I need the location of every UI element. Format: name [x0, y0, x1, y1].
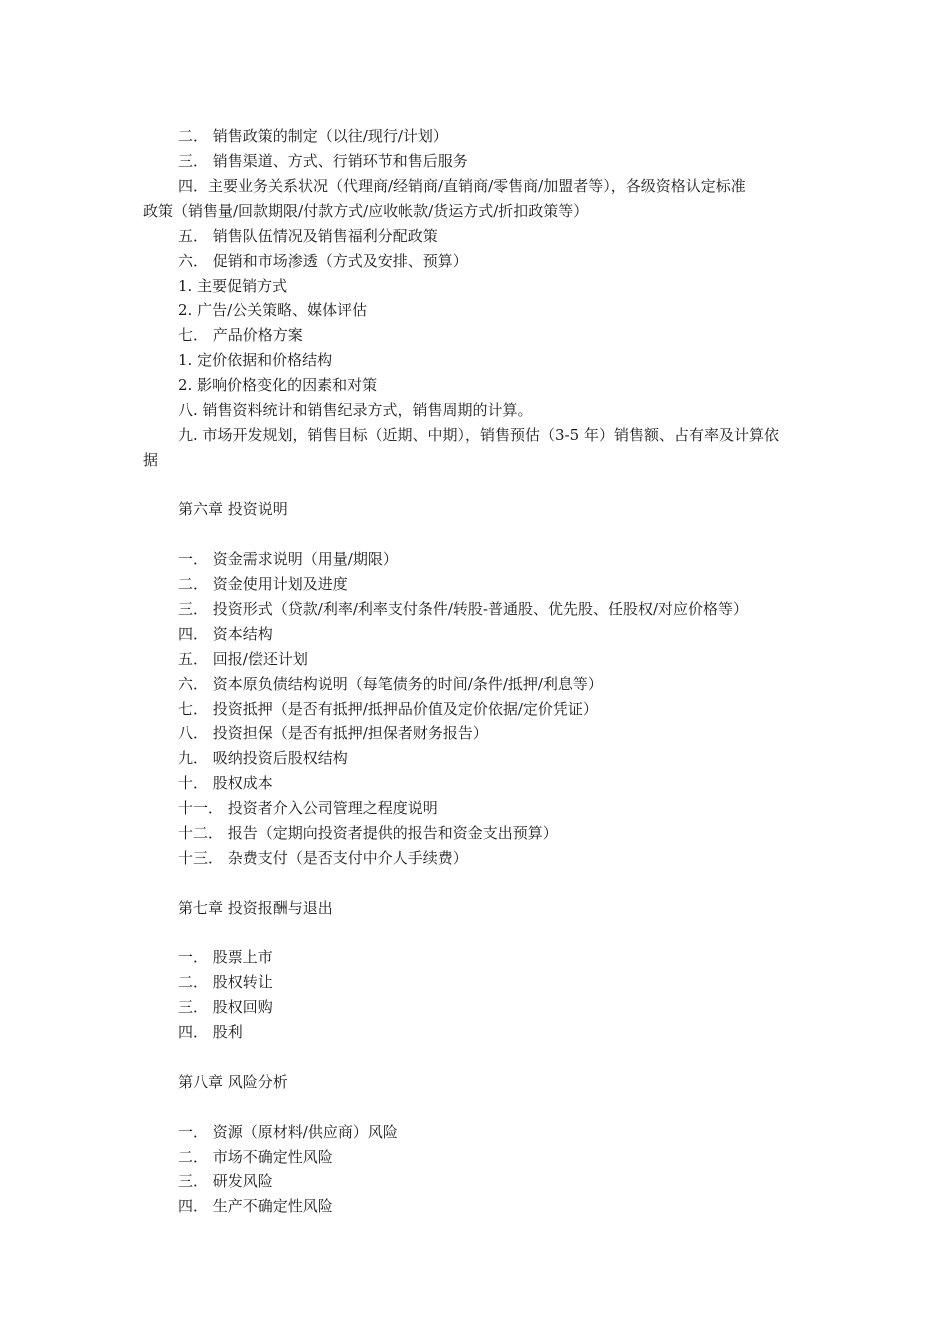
sales-item-9-continued: 据 [143, 451, 159, 469]
sales-subitem-6-2: 2. 广告/公关策略、媒体评估 [178, 301, 368, 319]
sales-item-9: 九. 市场开发规划，销售目标（近期、中期），销售预估（3-5 年）销售额、占有率及计算依 [178, 426, 779, 444]
sales-item-4: 四．主要业务关系状况（代理商/经销商/直销商/零售商/加盟者等），各级资格认定标准 [178, 177, 746, 195]
sales-item-5: 五． 销售队伍情况及销售福利分配政策 [178, 227, 438, 245]
sales-item-3: 三． 销售渠道、方式、行销环节和售后服务 [178, 152, 468, 170]
chapter8-item-1: 一． 资源（原材料/供应商）风险 [178, 1123, 398, 1141]
chapter6-item-8: 八． 投资担保（是否有抵押/担保者财务报告） [178, 724, 488, 742]
chapter6-item-7: 七． 投资抵押（是否有抵押/抵押品价值及定价依据/定价凭证） [178, 700, 598, 718]
sales-subitem-7-1: 1. 定价依据和价格结构 [178, 351, 333, 369]
chapter6-item-11: 十一． 投资者介入公司管理之程度说明 [178, 799, 438, 817]
chapter6-item-12: 十二． 报告（定期向投资者提供的报告和资金支出预算） [178, 824, 558, 842]
chapter8-title: 第八章 风险分析 [178, 1073, 288, 1091]
chapter7-item-2: 二． 股权转让 [178, 973, 273, 991]
chapter6-item-2: 二． 资金使用计划及进度 [178, 575, 348, 593]
sales-subitem-7-2: 2. 影响价格变化的因素和对策 [178, 376, 378, 394]
sales-item-7: 七． 产品价格方案 [178, 326, 303, 344]
sales-item-2: 二． 销售政策的制定（以往/现行/计划） [178, 127, 448, 145]
chapter6-item-13: 十三． 杂费支付（是否支付中介人手续费） [178, 849, 468, 867]
chapter6-title: 第六章 投资说明 [178, 500, 288, 518]
chapter6-item-1: 一． 资金需求说明（用量/期限） [178, 550, 398, 568]
chapter8-item-2: 二． 市场不确定性风险 [178, 1148, 333, 1166]
chapter6-item-10: 十． 股权成本 [178, 774, 273, 792]
chapter6-item-9: 九． 吸纳投资后股权结构 [178, 749, 348, 767]
chapter8-item-4: 四． 生产不确定性风险 [178, 1197, 333, 1215]
chapter6-item-6: 六． 资本原负债结构说明（每笔债务的时间/条件/抵押/利息等） [178, 675, 603, 693]
sales-subitem-6-1: 1. 主要促销方式 [178, 277, 288, 295]
chapter6-item-4: 四． 资本结构 [178, 625, 273, 643]
chapter7-item-4: 四． 股利 [178, 1023, 243, 1041]
sales-item-8: 八. 销售资料统计和销售纪录方式，销售周期的计算。 [178, 401, 533, 419]
chapter7-item-1: 一． 股票上市 [178, 948, 273, 966]
sales-item-4-continued: 政策（销售量/回款期限/付款方式/应收帐款/货运方式/折扣政策等） [143, 202, 589, 220]
chapter7-title: 第七章 投资报酬与退出 [178, 899, 333, 917]
chapter7-item-3: 三． 股权回购 [178, 998, 273, 1016]
chapter6-item-5: 五． 回报/偿还计划 [178, 650, 308, 668]
sales-item-6: 六． 促销和市场渗透（方式及安排、预算） [178, 252, 468, 270]
chapter6-item-3: 三． 投资形式（贷款/利率/利率支付条件/转股-普通股、优先股、任股权/对应价格等） [178, 600, 749, 618]
chapter8-item-3: 三． 研发风险 [178, 1172, 273, 1190]
